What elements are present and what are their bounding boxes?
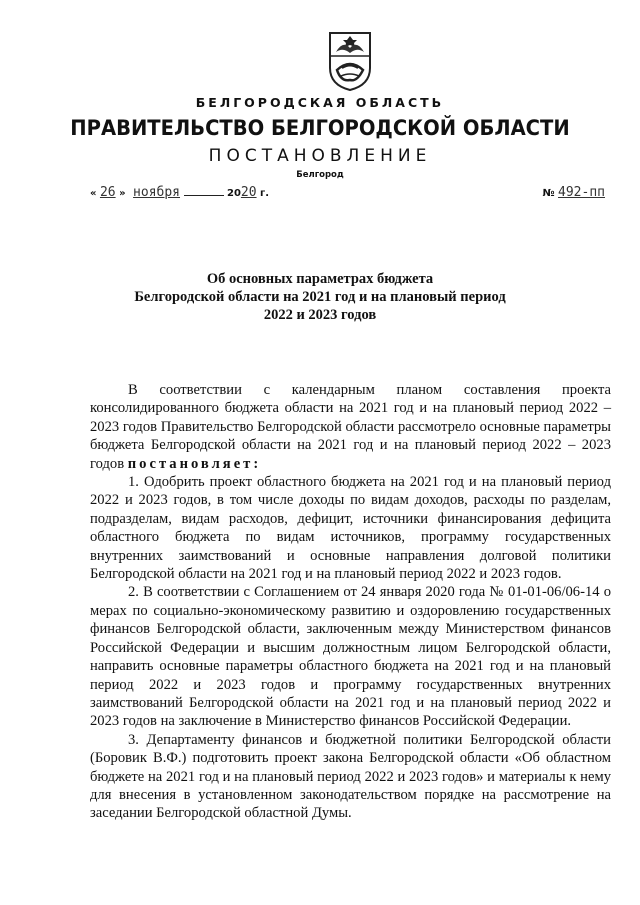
date-quote-open: « bbox=[90, 188, 97, 199]
number-value: 492-пп bbox=[558, 185, 605, 200]
intro-paragraph bbox=[90, 381, 611, 473]
title-line-3: 2022 и 2023 годов bbox=[263, 307, 377, 323]
date-year-abbrev: г. bbox=[260, 188, 270, 199]
document-number bbox=[543, 185, 605, 200]
city-label: Белгород bbox=[296, 170, 344, 180]
date-month: ноября bbox=[133, 185, 181, 200]
document-title bbox=[120, 270, 520, 324]
coat-of-arms-icon bbox=[327, 30, 373, 92]
intro-text: В соответствии с календарным планом составления проекта консолидированного бюджета области на 2021 год и на плановый период 2022 – 2023 годов Правительство Белгородской области рассмотрело основные параметры бюджета Белгородской области на 2021 год и на плановый период 2022 – 2023 годов bbox=[90, 382, 611, 472]
document-type-heading: ПОСТАНОВЛЕНИЕ bbox=[208, 146, 432, 166]
paragraph-1: 1. Одобрить проект областного бюджета на 2021 год и на плановый период 2022 и 2023 годов, в том числе доходы по видам доходов, расходы по разделам, подразделам, видам расходов, дефицит, источники финансирования дефицита областного бюджета по видам источников, программу государственных внутренних заимствований и основные направления долговой политики Белгородской области на 2021 год и на плановый период 2022 и 2023 годов. bbox=[90, 474, 611, 583]
paragraph-2: 2. В соответствии с Соглашением от 24 января 2020 года № 01-01-06/06-14 о мерах по социально-экономическому развитию и оздоровлению государственных финансов Белгородской области, заключенным между Министерством финансов Российской Федерации и высшим должностным лицом Белгородской области, направить основные параметры областного бюджета на 2021 год и на плановый период 2022 и 2023 годов и программу государственных внутренних заимствований Белгородской области на 2021 год и на плановый период 2022 и 2023 годов на заключение в Министерство финансов Российской Федерации. bbox=[90, 584, 611, 730]
decree-word: постановляет: bbox=[127, 455, 262, 472]
date-day: 26 bbox=[99, 185, 116, 200]
date-quote-close: » bbox=[119, 188, 126, 199]
date-year-suffix: 20 bbox=[240, 185, 257, 200]
title-line-1: Об основных параметрах бюджета bbox=[206, 271, 434, 287]
paragraph-3: 3. Департаменту финансов и бюджетной политики Белгородской области (Боровик В.Ф.) подготовить проект закона Белгородской области «Об областном бюджете на 2021 год и на плановый период 2022 и 2023 годов» и материалы к нему для внесения в установленном законодательством порядке на рассмотрение на заседании Белгородской областной Думы. bbox=[90, 731, 611, 822]
title-line-2: Белгородской области на 2021 год и на плановый период bbox=[134, 289, 506, 305]
number-prefix: № bbox=[542, 188, 555, 199]
document-date bbox=[90, 185, 269, 200]
region-heading: БЕЛГОРОДСКАЯ ОБЛАСТЬ bbox=[195, 95, 445, 110]
government-heading: ПРАВИТЕЛЬСТВО БЕЛГОРОДСКОЙ ОБЛАСТИ bbox=[70, 116, 570, 140]
date-year-prefix: 20 bbox=[226, 188, 241, 199]
document-body bbox=[90, 381, 611, 823]
